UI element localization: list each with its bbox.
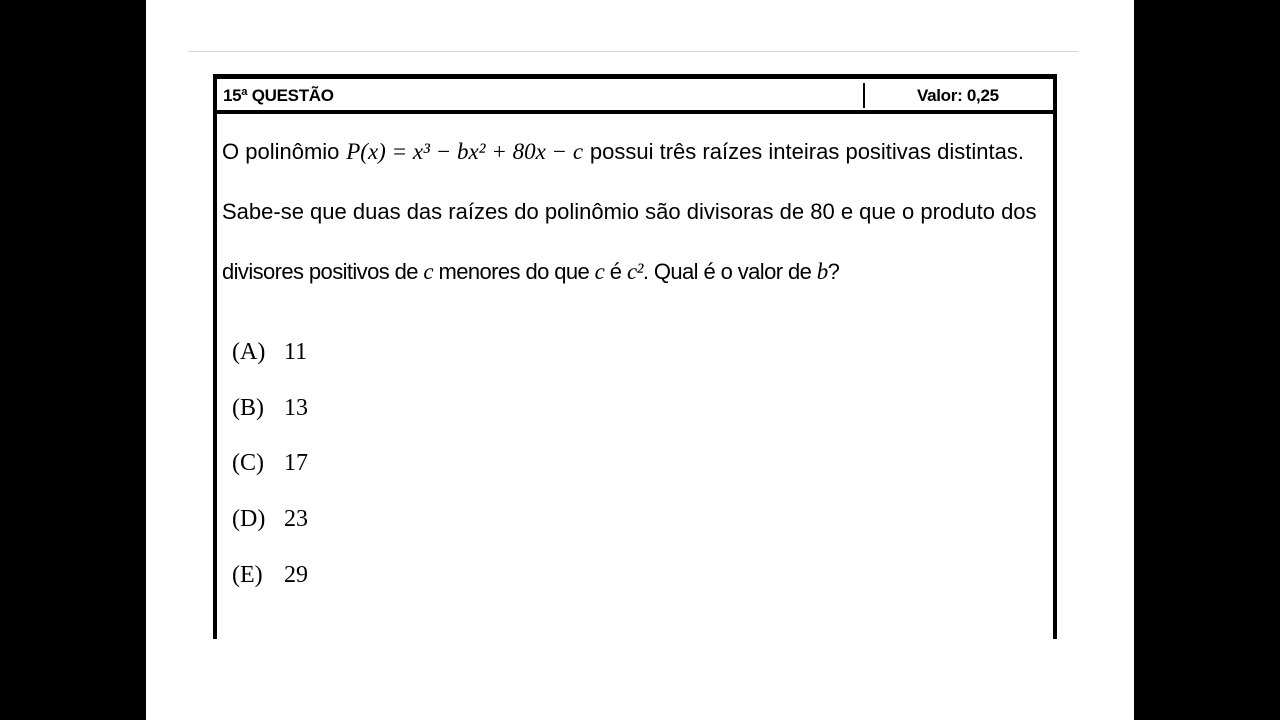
document-page [146,0,1134,720]
option-c[interactable] [232,450,308,477]
question-number: 15ª QUESTÃO [223,86,334,105]
header-divider [863,83,865,108]
statement-line-3-b: menores do que [438,259,590,284]
option-letter: (B) [232,395,264,421]
statement-line-3-a: divisores positivos de [222,259,418,284]
statement-suffix: possui três raízes inteiras positivas distintas. [589,139,1024,164]
option-letter: (E) [232,562,263,588]
option-e[interactable] [232,562,308,589]
polynomial-expression: P(x) = x³ − bx² + 80x − c [346,139,584,164]
option-value: 13 [284,395,308,421]
statement-line-2-text: Sabe-se que duas das raízes do polinômio são divisoras de 80 e que o produto dos [222,199,1037,224]
question-header [217,79,1053,114]
option-letter: (A) [232,339,266,365]
c-squared: c² [626,259,643,284]
statement-line-3-d: . Qual é o valor de [642,259,812,284]
statement-line-2 [222,199,1037,225]
statement-prefix: O polinômio [222,139,340,164]
option-letter: (D) [232,506,266,532]
statement-line-3-c: é [609,259,622,284]
variable-c: c [423,259,434,284]
question-box [213,74,1057,639]
option-value: 23 [284,506,308,532]
question-value: Valor: 0,25 [917,86,999,105]
option-b[interactable] [232,395,308,422]
top-divider [188,51,1078,52]
statement-line-3 [222,259,1024,285]
option-d[interactable] [232,506,308,533]
option-value: 11 [284,339,308,365]
option-letter: (C) [232,450,264,476]
option-value: 17 [284,450,308,476]
option-a[interactable] [232,339,307,366]
variable-c-second: c [594,259,605,284]
variable-b: b [816,259,828,284]
option-value: 29 [284,562,308,588]
statement-line-1 [222,139,1024,165]
statement-line-3-e: ? [827,259,840,284]
